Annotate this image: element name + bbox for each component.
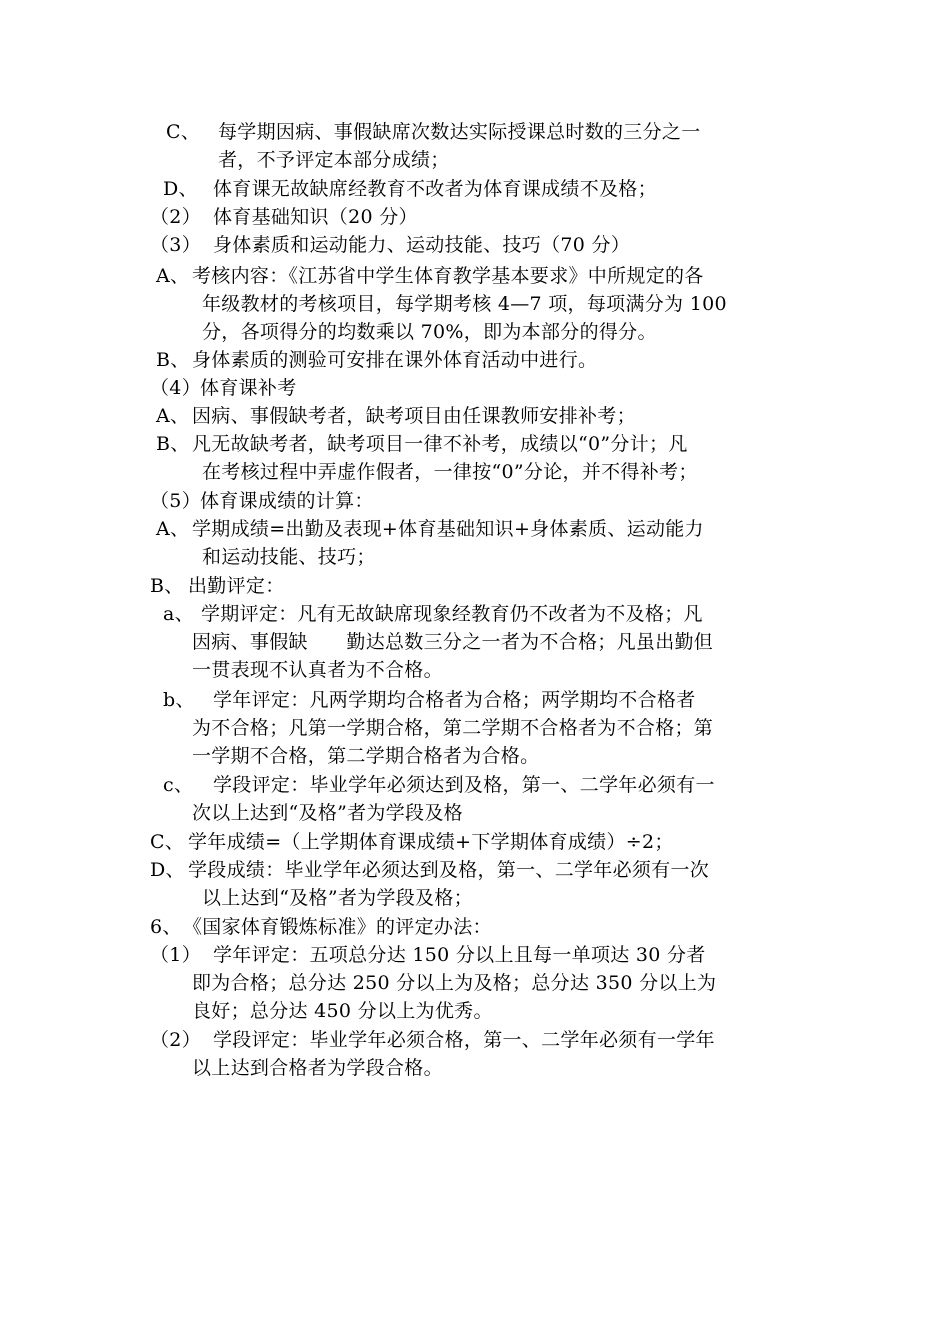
paragraph-line: 每学期因病、事假缺席次数达实际授课总时数的三分之一	[218, 121, 701, 143]
paragraph-line: 和运动技能、技巧；	[202, 546, 376, 568]
paragraph-line: 学段评定：毕业学年必须达到及格，第一、二学年必须有一	[213, 774, 715, 796]
list-marker: a、	[163, 603, 194, 625]
paragraph-line: 学年成绩=（上学期体育课成绩+下学期体育成绩）÷2；	[188, 831, 674, 853]
list-marker: c、	[163, 774, 194, 796]
paragraph-4-makeup-exam	[150, 374, 297, 402]
list-marker: C、	[150, 831, 185, 853]
paragraph-line: 学年评定：凡两学期均合格者为合格；两学期均不合格者	[213, 689, 696, 711]
list-marker: （2）	[150, 1029, 201, 1051]
paragraph-b-unexcused-absence	[156, 430, 698, 486]
paragraph-b-fitness-test	[156, 346, 597, 374]
list-marker: A、	[156, 265, 190, 287]
paragraph-line: 年级教材的考核项目，每学期考核 4—7 项，每项满分为 100	[202, 293, 727, 315]
paragraph-2-basic-knowledge	[150, 203, 418, 231]
paragraph-line: 学段成绩：毕业学年必须达到及格，第一、二学年必须有一次	[188, 859, 710, 881]
list-marker: D、	[163, 178, 198, 200]
paragraph-line: 体育课补考	[200, 377, 297, 399]
paragraph-line: 凡无故缺考者，缺考项目一律不补考，成绩以“0”分计；凡	[192, 433, 688, 455]
paragraph-line: 因病、事假缺 勤达总数三分之一者为不合格；凡虽出勤但	[192, 631, 714, 653]
list-marker: B、	[150, 575, 184, 597]
paragraph-6-national-standard	[150, 913, 492, 941]
paragraph-line: 次以上达到“及格”者为学段及格	[192, 802, 463, 824]
paragraph-line: 体育课无故缺席经教育不改者为体育课成绩不及格；	[213, 178, 657, 200]
list-marker: A、	[156, 405, 190, 427]
paragraph-line: 考核内容：《江苏省中学生体育教学基本要求》中所规定的各	[192, 265, 704, 287]
paragraph-3-physical-fitness	[150, 231, 630, 259]
list-marker: （1）	[150, 944, 201, 966]
paragraph-c-stage-evaluation	[163, 771, 715, 827]
paragraph-5-grade-calculation	[150, 487, 374, 515]
paragraph-b-attendance	[150, 572, 285, 600]
list-marker: A、	[156, 518, 190, 540]
paragraph-line: 学期评定：凡有无故缺席现象经教育仍不改者为不及格；凡	[201, 603, 703, 625]
paragraph-a-semester-evaluation	[163, 600, 713, 684]
paragraph-line: 出勤评定：	[188, 575, 285, 597]
list-marker: B、	[156, 349, 190, 371]
list-marker: （3）	[150, 234, 201, 256]
paragraph-line: 《国家体育锻炼标准》的评定办法：	[183, 916, 492, 938]
paragraph-a-assessment-content	[156, 262, 727, 346]
paragraph-line: 学段评定：毕业学年必须合格，第一、二学年必须有一学年	[213, 1029, 715, 1051]
paragraph-line: 身体素质的测验可安排在课外体育活动中进行。	[192, 349, 598, 371]
list-marker: （2）	[150, 206, 201, 228]
paragraph-line: 者，不予评定本部分成绩；	[218, 149, 450, 171]
list-marker: （5）	[150, 490, 201, 512]
list-marker: （4）	[150, 377, 201, 399]
list-marker: 6、	[150, 916, 182, 938]
paragraph-line: 学年评定：五项总分达 150 分以上且每一单项达 30 分者	[213, 944, 706, 966]
paragraph-c-year-grade	[150, 828, 674, 856]
paragraph-d-stage-grade	[150, 856, 709, 912]
paragraph-1-year-evaluation	[150, 941, 716, 1025]
list-marker: B、	[156, 433, 190, 455]
paragraph-c-absence	[166, 118, 701, 174]
paragraph-2-stage-evaluation	[150, 1026, 715, 1082]
paragraph-line: 体育基础知识（20 分）	[213, 206, 418, 228]
paragraph-line: 以上达到合格者为学段合格。	[192, 1057, 443, 1079]
paragraph-line: 以上达到“及格”者为学段及格；	[202, 887, 473, 909]
list-marker: b、	[163, 689, 195, 711]
paragraph-line: 因病、事假缺考者，缺考项目由任课教师安排补考；	[192, 405, 636, 427]
paragraph-line: 良好；总分达 450 分以上为优秀。	[192, 1000, 493, 1022]
paragraph-line: 即为合格；总分达 250 分以上为及格；总分达 350 分以上为	[192, 972, 717, 994]
paragraph-line: 一贯表现不认真者为不合格。	[192, 659, 443, 681]
paragraph-line: 一学期不合格，第二学期合格者为合格。	[192, 745, 540, 767]
paragraph-a-semester-grade	[156, 515, 704, 571]
paragraph-line: 分，各项得分的均数乘以 70%，即为本部分的得分。	[202, 321, 657, 343]
paragraph-line: 为不合格；凡第一学期合格，第二学期不合格者为不合格；第	[192, 717, 714, 739]
list-marker: D、	[150, 859, 185, 881]
paragraph-line: 体育课成绩的计算：	[200, 490, 374, 512]
paragraph-line: 学期成绩=出勤及表现+体育基础知识+身体素质、运动能力	[192, 518, 704, 540]
paragraph-b-year-evaluation	[163, 686, 713, 770]
paragraph-a-sick-leave	[156, 402, 636, 430]
list-marker: C、	[166, 121, 201, 143]
paragraph-line: 在考核过程中弄虚作假者，一律按“0”分论，并不得补考；	[202, 461, 698, 483]
paragraph-d-unexcused	[163, 175, 657, 203]
paragraph-line: 身体素质和运动能力、运动技能、技巧（70 分）	[213, 234, 631, 256]
